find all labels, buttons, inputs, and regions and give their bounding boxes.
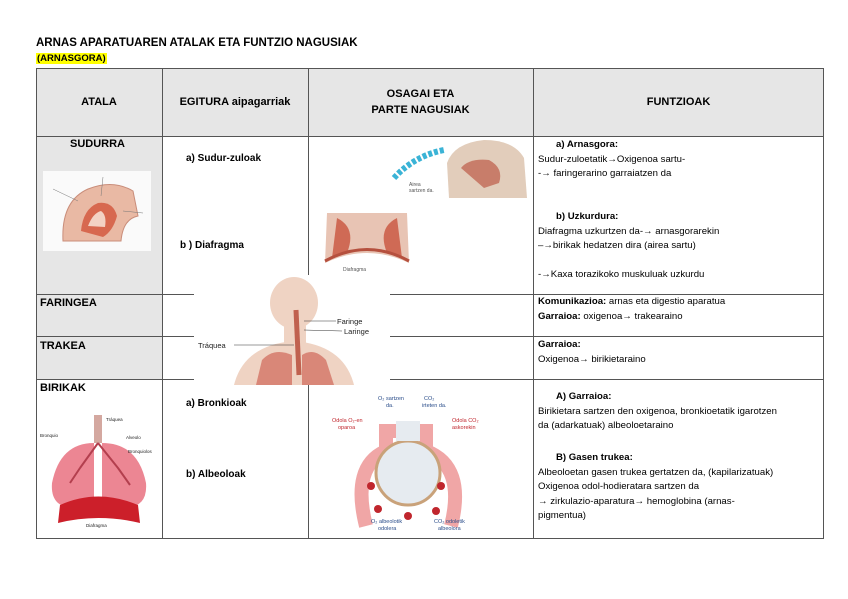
func-heading: b) Uzkurdura: (556, 211, 619, 222)
egitura-diafragma: b ) Diafragma (180, 240, 244, 251)
label-co2-irteten: irteten da. (422, 403, 447, 409)
diaphragm-illustration (317, 213, 417, 275)
func-heading: Komunikazioa: (538, 296, 607, 307)
label-lungs-diafragma: Diafragma (86, 523, 107, 528)
grid-line (36, 68, 824, 69)
grid-line (823, 68, 824, 539)
func-heading: a) Arnasgora: (556, 139, 619, 150)
label-laringe: Laringe (344, 327, 370, 336)
label-airea: Airea (409, 182, 421, 188)
func-heading: Garraioa: (538, 339, 581, 350)
grid-line (36, 68, 37, 539)
label-odolera: odolera (378, 526, 397, 532)
label-albeolora: albeolora (438, 526, 461, 532)
func-line: Oxigenoa odol-hodieratara sartzen da (538, 481, 700, 492)
atala-faringea: FARINGEA (40, 297, 97, 309)
document-title: ARNAS APARATUAREN ATALAK ETA FUNTZIO NAGUSIAK (36, 37, 358, 49)
func-line: Sudur-zuloetatik→Oxigenoa sartu- (538, 153, 686, 165)
label-askorekin: askorekin (452, 425, 476, 431)
header-egitura-label: EGITURA aipagarriak (179, 96, 291, 108)
atala-sudurra: SUDURRA (70, 138, 125, 150)
label-faringe: Faringe (337, 317, 363, 326)
func-line: -→Kaxa torazikoko muskuluak uzkurdu (538, 268, 705, 280)
grid-line (36, 538, 824, 539)
funtzioak-sudurra-a (538, 138, 685, 182)
label-diafragma: Diafragma (343, 267, 367, 273)
header-atala-label: ATALA (81, 96, 117, 108)
header-funtzioak (533, 68, 824, 136)
header-osagai (308, 68, 533, 136)
header-osagai-line2: PARTE NAGUSIAK (371, 104, 470, 116)
alveolus-illustration (326, 391, 501, 536)
funtzioak-birikak-a (538, 390, 777, 434)
lungs-illustration (40, 413, 158, 529)
spacer (538, 254, 719, 268)
func-line: → zirkulazio-aparatura→ hemoglobina (arnas- (538, 495, 735, 507)
label-o2-albeolotik: O₂ albeolotik (371, 519, 403, 525)
grid-line (36, 336, 824, 337)
grid-line (162, 68, 163, 539)
egitura-sudur-zuloak: a) Sudur-zuloak (186, 153, 262, 164)
label-odola-o2: Odola O₂-en (332, 418, 363, 424)
label-co2: CO₂ (424, 396, 435, 402)
func-line: -→ faringerarino garraiatzen da (538, 168, 672, 179)
funtzioak-sudurra-b (538, 210, 719, 282)
label-o2-sartzen: O₂ sartzen (378, 396, 404, 402)
func-line: Birikietara sartzen den oxigenoa, bronkioetatik igarotzen (538, 405, 777, 417)
header-atala (36, 68, 162, 136)
label-sartzen: sartzen da. (409, 188, 434, 194)
grid-line (36, 136, 824, 137)
funtzioak-birikak-b (538, 451, 773, 524)
func-line: Oxigenoa→ birikietaraino (538, 353, 646, 365)
func-line: pigmentua) (538, 510, 586, 521)
header-osagai-line1: OSAGAI ETA (386, 88, 455, 100)
atala-birikak: BIRIKAK (40, 382, 86, 394)
atala-trakea: TRAKEA (40, 340, 86, 352)
header-egitura (162, 68, 308, 136)
label-odola-co2: Odola CO₂ (452, 418, 479, 424)
document-subtitle: (ARNASGORA) (37, 53, 106, 64)
header-funtzioak-label: FUNTZIOAK (646, 96, 711, 108)
func-line: Diafragma uzkurtzen da-→ arnasgorarekin (538, 225, 720, 237)
func-heading: Garraioa: (538, 310, 581, 322)
func-line: –→birikak hedatzen dira (airea sartu) (538, 240, 696, 251)
func-heading: B) Gasen trukea: (556, 452, 633, 463)
egitura-bronkioak: a) Bronkioak (186, 398, 247, 409)
label-traquea: Tráquea (198, 341, 226, 350)
label-co2-odoletik: CO₂ odoletik (434, 519, 465, 525)
nose-breathing-illustration (389, 138, 527, 200)
func-line: arnas eta digestio aparatua (606, 296, 726, 307)
label-alveolo: Alveolo (126, 435, 141, 440)
grid-line (533, 68, 534, 539)
nasal-cavity-illustration (43, 171, 151, 251)
label-bronquiolos: Bronquiolos (128, 449, 152, 454)
label-oparoa: oparoa (338, 425, 356, 431)
egitura-albeoloak: b) Albeoloak (186, 469, 246, 480)
respiratory-table (36, 68, 824, 539)
funtzioak-trakea (538, 338, 646, 367)
func-line: da (adarkatuak) albeoloetaraino (538, 420, 674, 431)
funtzioak-faringea (538, 295, 725, 324)
label-o2-da: da. (386, 403, 394, 409)
respiratory-tract-illustration (194, 275, 390, 385)
label-bronquio: Bronquio (40, 433, 59, 438)
func-line: Albeoloetan gasen trukea gertatzen da, (kapilarizatuak) (538, 466, 774, 478)
label-lungs-traquea: Tráquea (106, 417, 123, 422)
func-line: oxigenoa→ trakearaino (580, 310, 683, 322)
func-heading: A) Garraioa: (556, 391, 612, 402)
grid-line (36, 379, 824, 380)
